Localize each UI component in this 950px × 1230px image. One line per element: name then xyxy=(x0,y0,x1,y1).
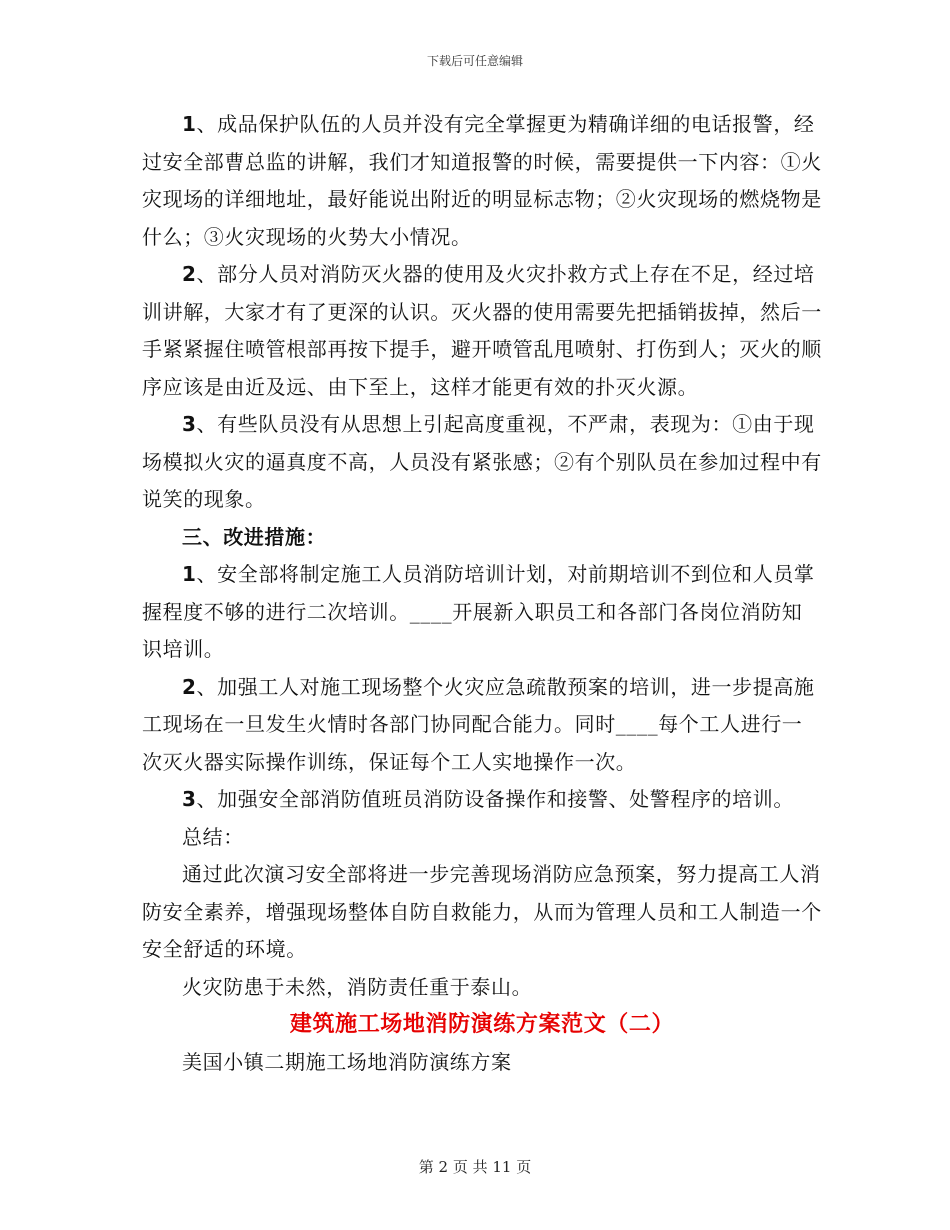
item-number: 2 xyxy=(182,674,197,699)
summary-body: 通过此次演习安全部将进一步完善现场消防应急预案，努力提高工人消防安全素养，增强现场整体自防自救能力，从而为管理人员和工人制造一个安全舒适的环境。 xyxy=(142,862,822,961)
summary-label: 总结： xyxy=(182,824,244,849)
measure-item-1 xyxy=(142,556,822,669)
item-text: 、安全部将制定施工人员消防培训计划，对前期培训不到位和人员掌握程度不够的进行二次培训。____开展新入职员工和各部门各岗位消防知识培训。 xyxy=(142,562,815,661)
item-text: 、部分人员对消防灭火器的使用及火灾扑救方式上存在不足，经过培训讲解，大家才有了更深的认识。灭火器的使用需要先把插销拔掉，然后一手紧紧握住喷管根部再按下提手，避开喷管乱甩喷射、打伤到人；灭火的顺序应该是由近及远、由下至上，这样才能更有效的扑灭火源。 xyxy=(142,262,822,399)
item-number: 2 xyxy=(182,262,197,286)
problem-item-3 xyxy=(142,406,822,519)
item-number: 1 xyxy=(182,562,197,586)
measure-item-2 xyxy=(142,669,822,782)
page-header: 下载后可任意编辑 xyxy=(426,54,523,68)
item-text: 、加强工人对施工现场整个火灾应急疏散预案的培训，进一步提高施工现场在一旦发生火情时各部门协同配合能力。同时____每个工人进行一次灭火器实际操作训练，保证每个工人实地操作一次。 xyxy=(142,674,815,774)
item-number: 3 xyxy=(182,787,197,811)
summary-motto: 火灾防患于未然，消防责任重于泰山。 xyxy=(182,974,533,999)
problem-item-2 xyxy=(142,256,822,406)
problem-item-1 xyxy=(142,106,822,256)
item-text: 、成品保护队伍的人员并没有完全掌握更为精确详细的电话报警，经过安全部曹总监的讲解，我们才知道报警的时候，需要提供一下内容：①火灾现场的详细地址，最好能说出附近的明显标志物；②火灾现场的燃烧物是什么；③火灾现场的火势大小情况。 xyxy=(142,112,822,249)
next-document-subtitle: 美国小镇二期施工场地消防演练方案 xyxy=(182,1049,512,1074)
next-document-title: 建筑施工场地消防演练方案范文（二） xyxy=(289,1012,675,1037)
item-number: 1 xyxy=(182,112,197,136)
measure-item-3 xyxy=(142,781,822,819)
item-text: 、有些队员没有从思想上引起高度重视，不严肃，表现为：①由于现场模拟火灾的逼真度不高，人员没有紧张感；②有个别队员在参加过程中有说笑的现象。 xyxy=(142,412,822,511)
page-footer: 第 2 页 共 11 页 xyxy=(418,1158,532,1176)
item-text: 、加强安全部消防值班员消防设备操作和接警、处警程序的培训。 xyxy=(196,787,794,811)
item-number: 3 xyxy=(182,412,197,436)
document-body xyxy=(142,106,822,1081)
section-heading-improvement: 三、改进措施： xyxy=(182,524,327,549)
